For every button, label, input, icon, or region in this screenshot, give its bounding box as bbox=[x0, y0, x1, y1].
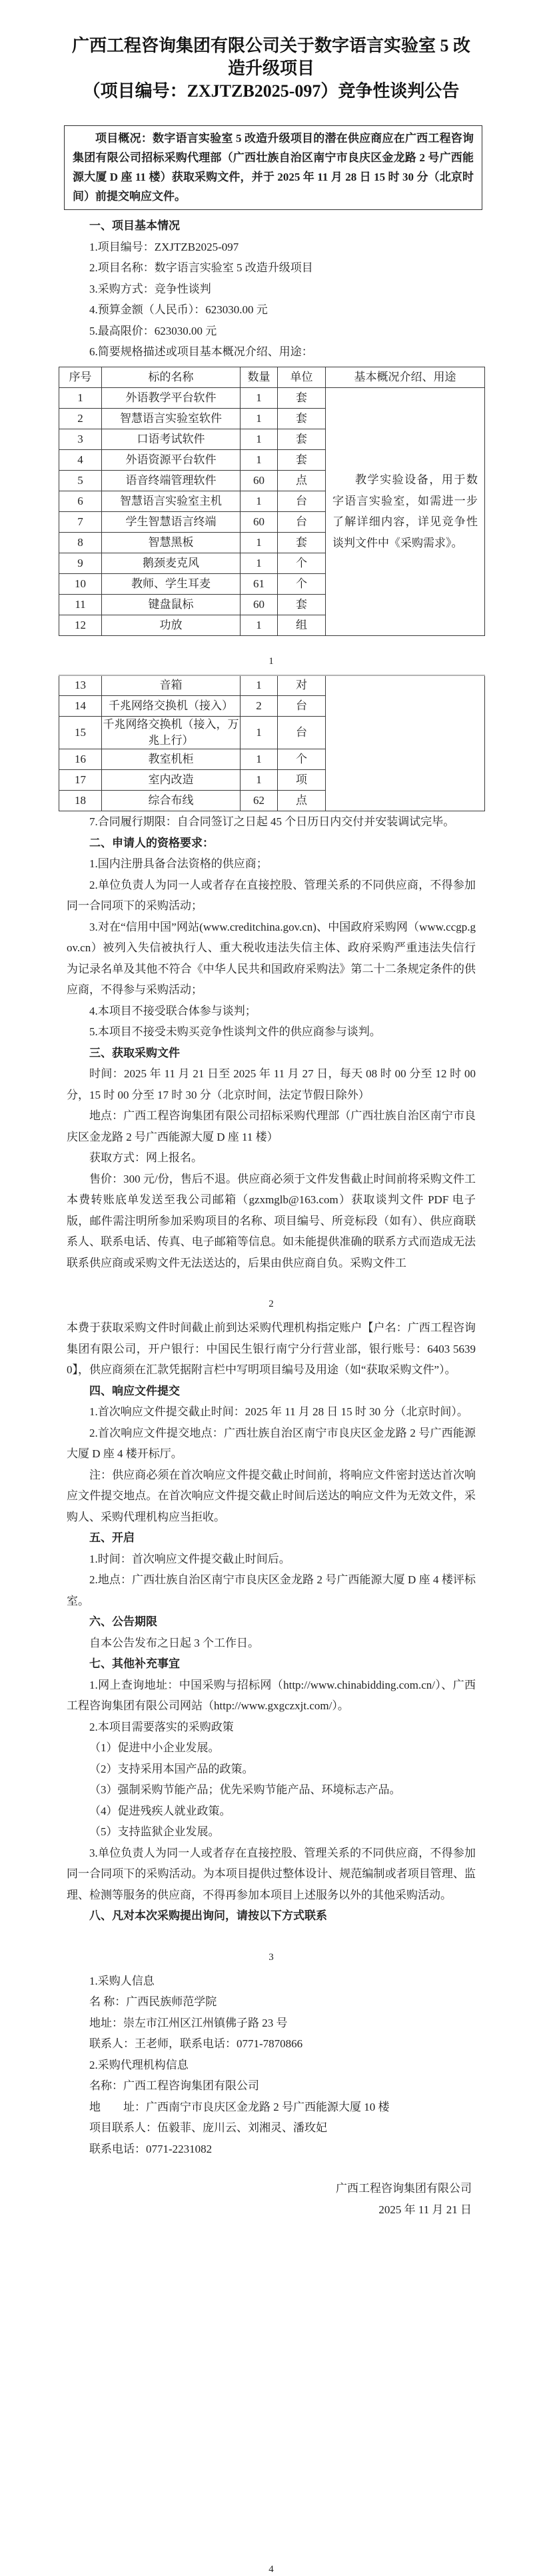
table-header-row bbox=[59, 367, 485, 387]
project-number: 1.项目编号：ZXJTZB2025-097 bbox=[89, 240, 239, 253]
qualification-item-2: 2.单位负责人为同一人或者存在直接控股、管理关系的不同供应商，不得参加同一合同项下的采购活动； bbox=[67, 878, 476, 912]
policy-item-3: （3）强制采购节能产品；优先采购节能产品、环境标志产品。 bbox=[89, 1783, 401, 1796]
cell-name: 外语教学平台软件 bbox=[102, 387, 241, 408]
cell-name: 千兆网络交换机（接入，万兆上行） bbox=[102, 717, 241, 749]
cell-qty: 1 bbox=[241, 532, 278, 553]
cell-name: 教师、学生耳麦 bbox=[102, 573, 241, 594]
section-4-heading: 四、响应文件提交 bbox=[89, 1384, 180, 1397]
cell-no: 2 bbox=[59, 408, 102, 429]
opening-time: 1.时间：首次响应文件提交截止时间后。 bbox=[89, 1552, 290, 1565]
cell-name: 音箱 bbox=[102, 675, 241, 696]
doc-obtain-method: 获取方式：网上报名。 bbox=[89, 1151, 203, 1164]
cell-no: 18 bbox=[59, 791, 102, 811]
cell-qty: 1 bbox=[241, 491, 278, 511]
cell-qty: 62 bbox=[241, 791, 278, 811]
section-3-heading: 三、获取采购文件 bbox=[89, 1046, 180, 1059]
qualification-item-5: 5.本项目不接受未购买竞争性谈判文件的供应商参与谈判。 bbox=[89, 1025, 381, 1038]
cell-description bbox=[326, 675, 485, 811]
cell-name: 鹅颈麦克风 bbox=[102, 553, 241, 573]
cell-name: 智慧黑板 bbox=[102, 532, 241, 553]
doc-obtain-place: 地点：广西工程咨询集团有限公司招标采购代理部（广西壮族自治区南宁市良庆区金龙路 2 号广西能源大厦 D 座 11 楼） bbox=[67, 1109, 476, 1143]
cell-no: 5 bbox=[59, 470, 102, 491]
doc-price-paragraph-part1: 售价：300 元/份，售后不退。供应商必须于文件发售截止时间前将采购文件工本费转账底单发送至我公司邮箱（gzxmglb@163.com）获取谈判文件 PDF 电子版，邮件需注明所参加采购项目的名称、项目编号、所竞标段（如有）、供应商联系人、联系电话、传真、电子邮箱等信息。如未能提供准确的联系方式而造成无法联系供应商或采购文件无法送达的，后果由供应商自负。采购文件工 bbox=[67, 1172, 476, 1269]
cell-unit: 台 bbox=[278, 511, 326, 532]
response-deadline: 1.首次响应文件提交截止时间：2025 年 11 月 28 日 15 时 30 分（北京时间）。 bbox=[89, 1405, 468, 1418]
other-item-3: 3.单位负责人为同一人或者存在直接控股、管理关系的不同供应商，不得参加同一合同项下的采购活动。为本项目提供过整体设计、规范编制或者项目管理、监理、检测等服务的供应商，不得再参加本项目上述服务以外的其他采购活动。 bbox=[67, 1846, 476, 1901]
items-table-part2 bbox=[59, 675, 485, 812]
cell-unit: 套 bbox=[278, 532, 326, 553]
cell-unit: 项 bbox=[278, 770, 326, 791]
cell-name: 教室机柜 bbox=[102, 749, 241, 770]
section-8-heading: 八、凡对本次采购提出询问，请按以下方式联系 bbox=[89, 1909, 327, 1922]
cell-no: 13 bbox=[59, 675, 102, 696]
cell-qty: 1 bbox=[241, 429, 278, 449]
signature-block bbox=[67, 2178, 476, 2220]
budget-amount: 4.预算金额（人民币）：623030.00 元 bbox=[89, 303, 268, 316]
cell-name: 综合布线 bbox=[102, 791, 241, 811]
cell-qty: 60 bbox=[241, 511, 278, 532]
cell-no: 3 bbox=[59, 429, 102, 449]
cell-no: 7 bbox=[59, 511, 102, 532]
opening-place: 2.地点：广西壮族自治区南宁市良庆区金龙路 2 号广西能源大厦 D 座 4 楼评标室。 bbox=[67, 1573, 476, 1607]
section-2-heading: 二、申请人的资格要求： bbox=[89, 836, 214, 849]
cell-qty: 1 bbox=[241, 615, 278, 635]
agency-name: 名称：广西工程咨询集团有限公司 bbox=[89, 2079, 259, 2092]
cell-qty: 1 bbox=[241, 408, 278, 429]
title-line-1: 广西工程咨询集团有限公司关于数字语言实验室 5 改造升级项目 bbox=[71, 36, 470, 78]
items-table-body-2 bbox=[59, 675, 485, 811]
cell-no: 1 bbox=[59, 387, 102, 408]
policy-item-5: （5）支持监狱企业发展。 bbox=[89, 1825, 220, 1838]
cell-qty: 1 bbox=[241, 553, 278, 573]
cell-no: 17 bbox=[59, 770, 102, 791]
agency-phone: 联系电话：0771-2231082 bbox=[89, 2142, 213, 2155]
signature-date: 2025 年 11 月 21 日 bbox=[378, 2203, 472, 2216]
cell-no: 11 bbox=[59, 594, 102, 615]
cell-name: 智慧语言实验室主机 bbox=[102, 491, 241, 511]
agency-info-label: 2.采购代理机构信息 bbox=[89, 2058, 189, 2071]
cell-unit: 个 bbox=[278, 573, 326, 594]
doc-price-paragraph-part2: 本费于获取采购文件时间截止前到达采购代理机构指定账户【户名：广西工程咨询集团有限公司，开户银行：中国民生银行南宁分行营业部，银行账号：6403 5639 0】，供应商须在汇款凭据附言栏中写明项目编号及用途（如“获取采购文件”）。 bbox=[67, 1321, 476, 1376]
policy-item-1: （1）促进中小企业发展。 bbox=[89, 1741, 220, 1754]
buyer-contact: 联系人：王老师，联系电话：0771-7870866 bbox=[89, 2037, 303, 2050]
project-name: 2.项目名称：数字语言实验室 5 改造升级项目 bbox=[89, 261, 313, 274]
cell-name: 功放 bbox=[102, 615, 241, 635]
cell-qty: 1 bbox=[241, 717, 278, 749]
col-header-name: 标的名称 bbox=[102, 367, 241, 387]
section-1-heading: 一、项目基本情况 bbox=[89, 219, 180, 232]
col-header-no: 序号 bbox=[59, 367, 102, 387]
online-query-address: 1.网上查询地址：中国采购与招标网（http://www.chinabidding.com.cn/）、广西工程咨询集团有限公司网站（http://www.gxgczxjt.com/）。 bbox=[67, 1678, 476, 1712]
cell-unit: 台 bbox=[278, 696, 326, 717]
col-header-qty: 数量 bbox=[241, 367, 278, 387]
page-title bbox=[67, 35, 476, 103]
page-number-2: 2 bbox=[268, 1299, 274, 1309]
cell-no: 4 bbox=[59, 449, 102, 470]
qualification-item-1: 1.国内注册具备合法资格的供应商； bbox=[89, 857, 268, 870]
document-content bbox=[0, 35, 533, 2576]
cell-unit: 套 bbox=[278, 429, 326, 449]
cell-unit: 套 bbox=[278, 387, 326, 408]
cell-unit: 台 bbox=[278, 491, 326, 511]
cell-qty: 1 bbox=[241, 770, 278, 791]
section-7-heading: 七、其他补充事宜 bbox=[89, 1657, 180, 1670]
table-row bbox=[59, 675, 485, 696]
description-text: 教学实验设备，用于数字语言实验室，如需进一步了解详细内容，详见竞争性谈判文件中《采购需求》。 bbox=[332, 473, 478, 549]
spec-description-label: 6.简要规格描述或项目基本概况介绍、用途： bbox=[89, 345, 313, 358]
buyer-info-label: 1.采购人信息 bbox=[89, 1974, 155, 1987]
page-number-1: 1 bbox=[268, 655, 274, 667]
cell-name: 千兆网络交换机（接入） bbox=[102, 696, 241, 717]
cell-unit: 组 bbox=[278, 615, 326, 635]
cell-qty: 2 bbox=[241, 696, 278, 717]
cell-no: 9 bbox=[59, 553, 102, 573]
cell-qty: 60 bbox=[241, 594, 278, 615]
cell-unit: 点 bbox=[278, 791, 326, 811]
cell-qty: 61 bbox=[241, 573, 278, 594]
cell-qty: 1 bbox=[241, 675, 278, 696]
cell-unit: 个 bbox=[278, 749, 326, 770]
buyer-name: 名 称：广西民族师范学院 bbox=[89, 1995, 217, 2008]
max-price: 5.最高限价：623030.00 元 bbox=[89, 324, 217, 337]
doc-obtain-time: 时间：2025 年 11 月 21 日至 2025 年 11 月 27 日，每天 08 时 00 分至 12 时 00 分，15 时 00 分至 17 时 30 分（北京时间，法定节假日除外） bbox=[67, 1067, 476, 1101]
items-table-part1 bbox=[59, 367, 485, 636]
section-6-heading: 六、公告期限 bbox=[89, 1615, 157, 1628]
procurement-policy-label: 2.本项目需要落实的采购政策 bbox=[89, 1720, 234, 1733]
procurement-method: 3.采购方式：竞争性谈判 bbox=[89, 282, 211, 295]
cell-no: 14 bbox=[59, 696, 102, 717]
cell-qty: 1 bbox=[241, 387, 278, 408]
cell-no: 8 bbox=[59, 532, 102, 553]
project-overview-text: 项目概况：数字语言实验室 5 改造升级项目的潜在供应商应在广西工程咨询集团有限公司招标采购代理部（广西壮族自治区南宁市良庆区金龙路 2 号广西能源大厦 D 座 11 楼）获取采购文件，并于 2025 年 11 月 28 日 15 时 30 分（北京时间）前提交响应文件。 bbox=[73, 132, 474, 203]
agency-contact: 项目联系人：伍毅菲、庞川云、刘湘灵、潘玫妃 bbox=[89, 2121, 327, 2134]
project-overview-box bbox=[64, 125, 482, 210]
cell-qty: 60 bbox=[241, 470, 278, 491]
policy-item-2: （2）支持采用本国产品的政策。 bbox=[89, 1762, 254, 1775]
agency-address: 地 址：广西南宁市良庆区金龙路 2 号广西能源大厦 10 楼 bbox=[89, 2100, 390, 2113]
response-place: 2.首次响应文件提交地点：广西壮族自治区南宁市良庆区金龙路 2 号广西能源大厦 D 座 4 楼开标厅。 bbox=[67, 1426, 476, 1460]
cell-name: 外语资源平台软件 bbox=[102, 449, 241, 470]
cell-no: 10 bbox=[59, 573, 102, 594]
cell-qty: 1 bbox=[241, 449, 278, 470]
document-page bbox=[0, 35, 533, 2575]
cell-unit: 点 bbox=[278, 470, 326, 491]
contract-period: 7.合同履行期限：自合同签订之日起 45 个日历日内交付并安装调试完毕。 bbox=[89, 815, 455, 828]
page-number-4: 4 bbox=[268, 2564, 274, 2575]
cell-no: 16 bbox=[59, 749, 102, 770]
col-header-unit: 单位 bbox=[278, 367, 326, 387]
cell-unit: 台 bbox=[278, 717, 326, 749]
title-line-2: （项目编号：ZXJTZB2025-097）竞争性谈判公告 bbox=[83, 81, 460, 101]
cell-name: 语音终端管理软件 bbox=[102, 470, 241, 491]
qualification-item-3: 3.对在“信用中国”网站(www.creditchina.gov.cn)、中国政府采购网（www.ccgp.gov.cn）被列入失信被执行人、重大税收违法失信主体、政府采购严重违法失信行为记录名单及其他不符合《中华人民共和国政府采购法》第二十二条规定条件的供应商，不得参与采购活动； bbox=[67, 920, 476, 996]
cell-no: 15 bbox=[59, 717, 102, 749]
qualification-item-4: 4.本项目不接受联合体参与谈判； bbox=[89, 1004, 257, 1017]
cell-unit: 个 bbox=[278, 553, 326, 573]
cell-description bbox=[326, 387, 485, 635]
response-note: 注：供应商必须在首次响应文件提交截止时间前，将响应文件密封送达首次响应文件提交地点。在首次响应文件提交截止时间后送达的响应文件为无效文件，采购人、采购代理机构应当拒收。 bbox=[67, 1468, 476, 1523]
page-number-3: 3 bbox=[268, 1951, 274, 1963]
cell-no: 6 bbox=[59, 491, 102, 511]
items-table-body-1 bbox=[59, 387, 485, 635]
cell-no: 12 bbox=[59, 615, 102, 635]
buyer-address: 地址：崇左市江州区江州镇佛子路 23 号 bbox=[89, 2016, 288, 2029]
cell-name: 键盘鼠标 bbox=[102, 594, 241, 615]
announcement-period: 自本公告发布之日起 3 个工作日。 bbox=[89, 1636, 259, 1649]
cell-name: 室内改造 bbox=[102, 770, 241, 791]
cell-name: 口语考试软件 bbox=[102, 429, 241, 449]
cell-unit: 套 bbox=[278, 449, 326, 470]
section-5-heading: 五、开启 bbox=[89, 1531, 135, 1544]
cell-qty: 1 bbox=[241, 749, 278, 770]
cell-name: 智慧语言实验室软件 bbox=[102, 408, 241, 429]
signature-company: 广西工程咨询集团有限公司 bbox=[336, 2182, 472, 2195]
col-header-desc: 基本概况介绍、用途 bbox=[326, 367, 485, 387]
cell-name: 学生智慧语言终端 bbox=[102, 511, 241, 532]
cell-unit: 套 bbox=[278, 408, 326, 429]
policy-item-4: （4）促进残疾人就业政策。 bbox=[89, 1804, 231, 1817]
table-row bbox=[59, 387, 485, 408]
cell-unit: 对 bbox=[278, 675, 326, 696]
cell-unit: 套 bbox=[278, 594, 326, 615]
